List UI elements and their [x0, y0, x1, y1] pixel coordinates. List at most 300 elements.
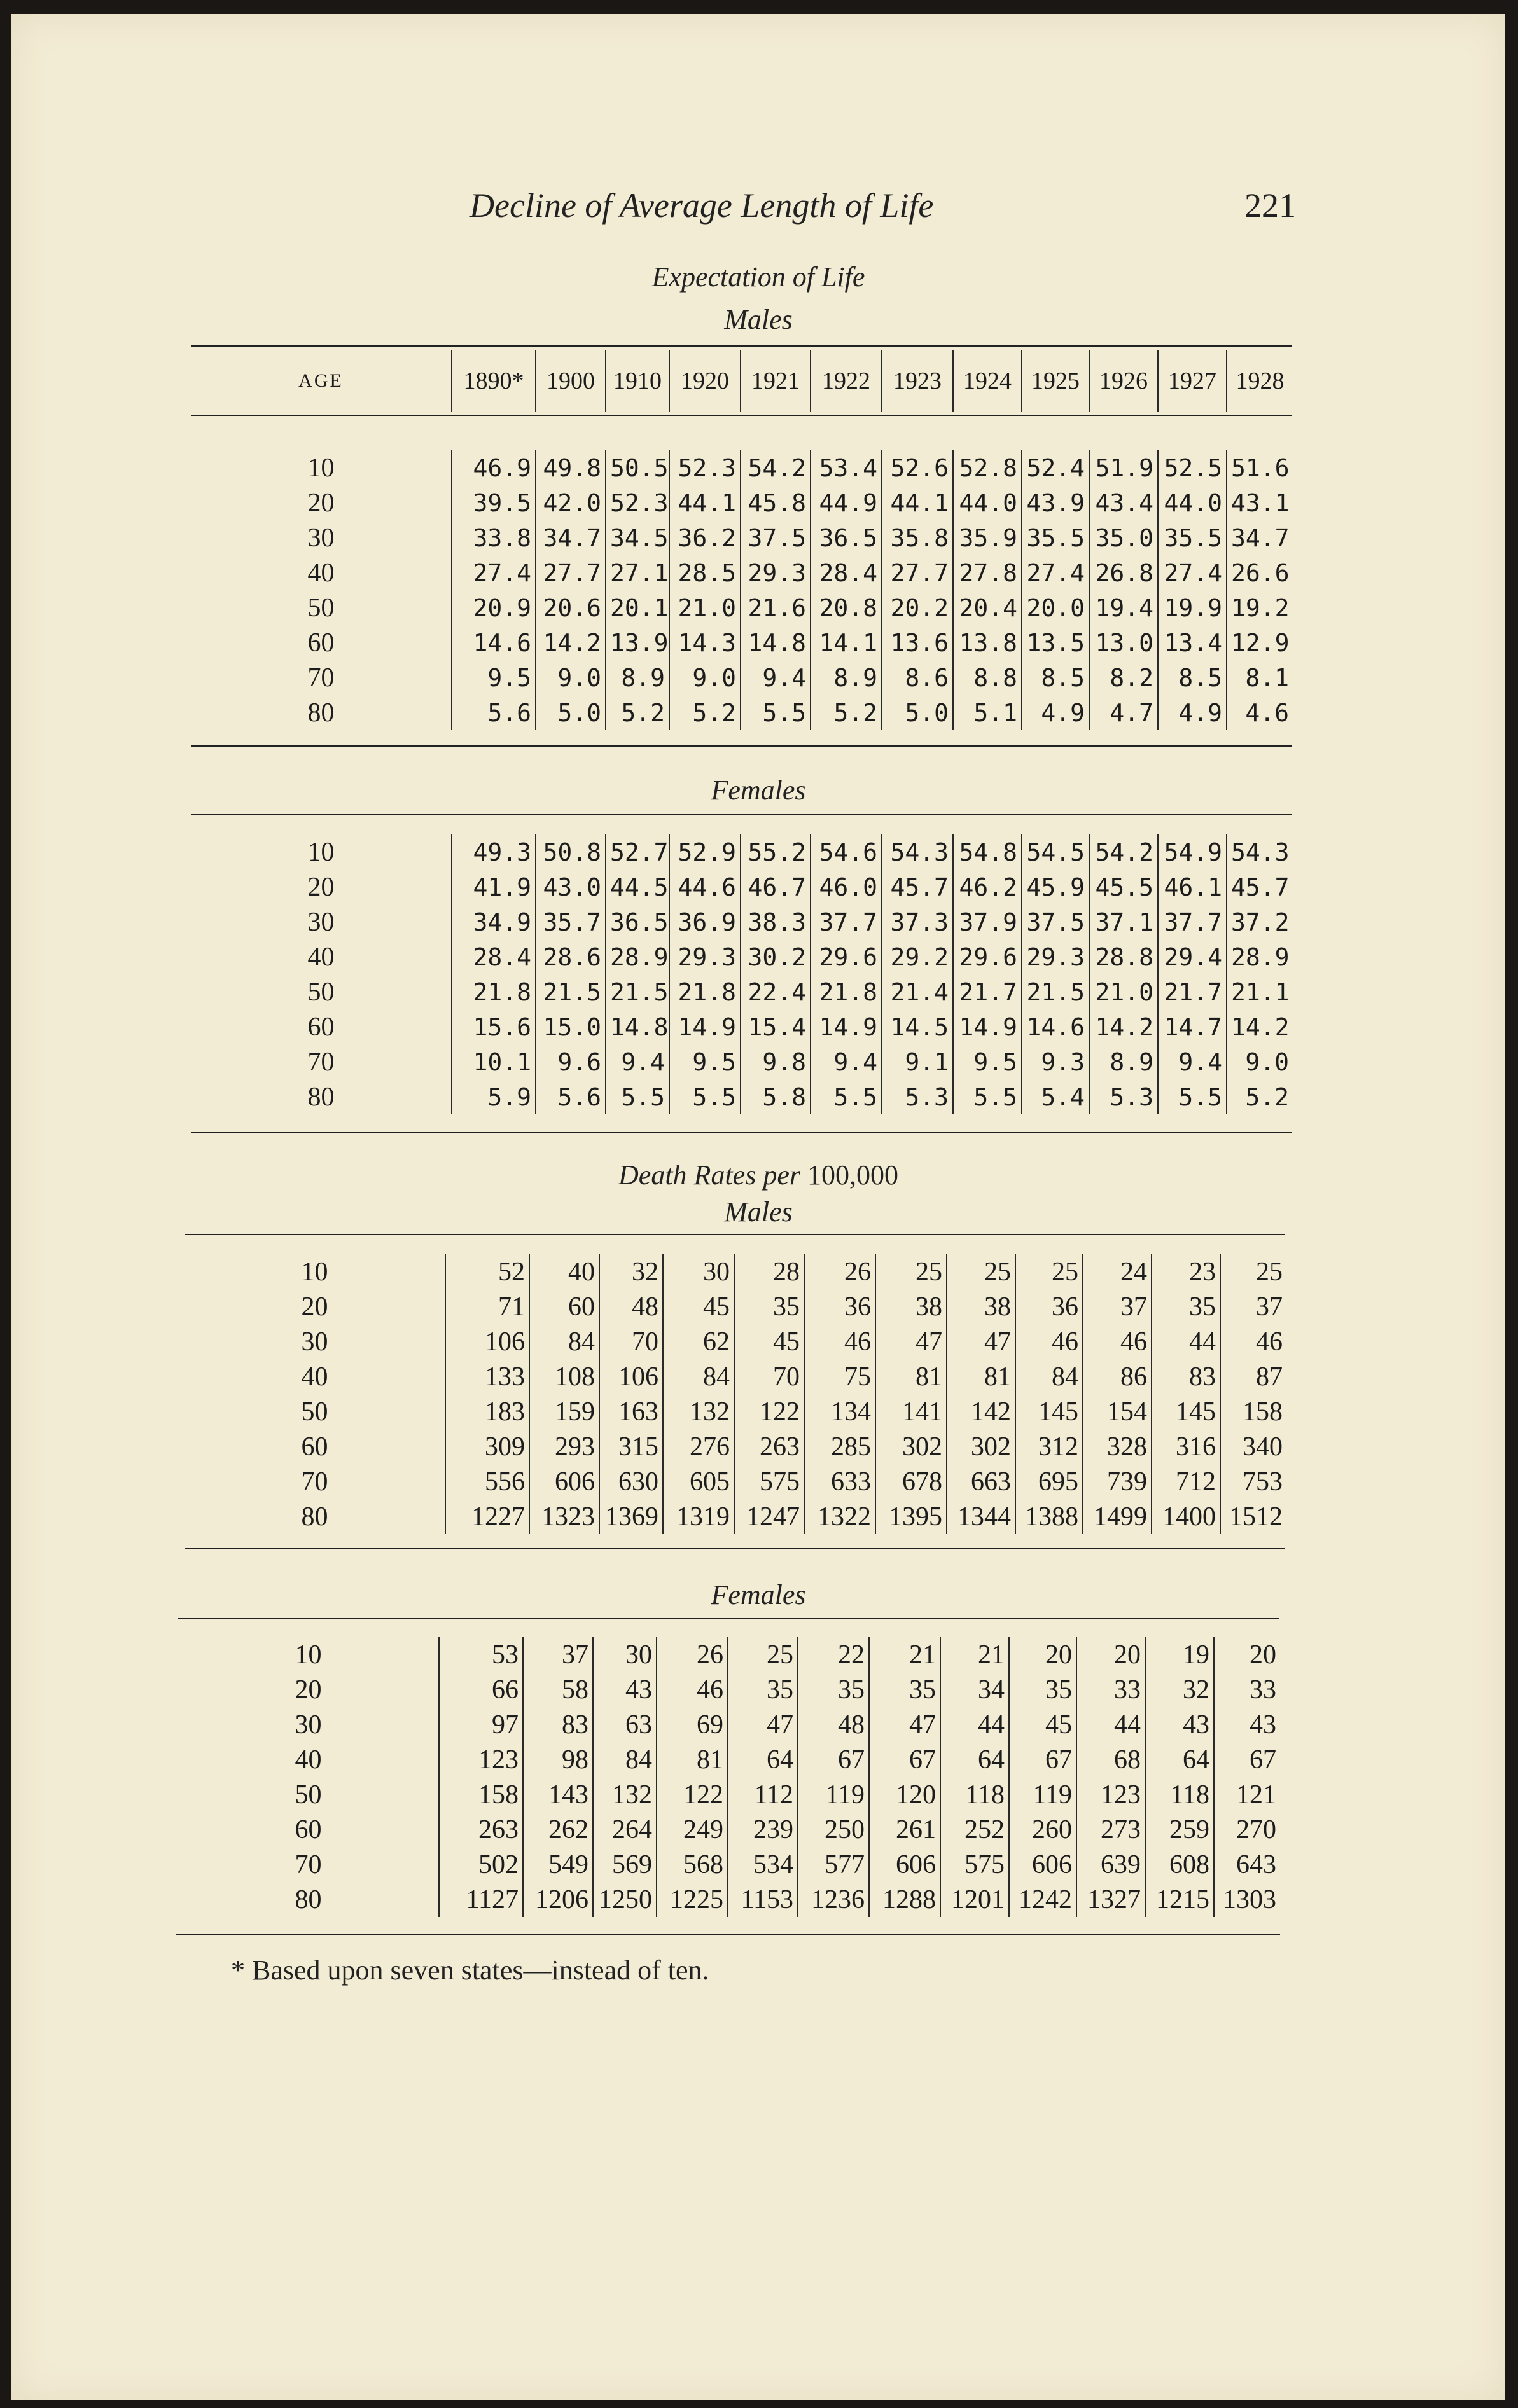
expectation-females-cell: 45.7 — [1227, 869, 1293, 904]
death-rate-males-cell: 84 — [529, 1324, 599, 1359]
expectation-females-row — [191, 1009, 1293, 1044]
expectation-females-cell: 54.8 — [953, 834, 1022, 869]
death-rate-females-cell: 64 — [728, 1742, 798, 1777]
death-rate-males-cell: 36 — [1015, 1289, 1083, 1324]
expectation-females-cell: 9.8 — [741, 1044, 811, 1079]
death-rate-females-cell: 45 — [1009, 1707, 1076, 1742]
death-rate-females-cell: 121 — [1214, 1777, 1280, 1812]
death-rate-males-cell: 36 — [804, 1289, 875, 1324]
death-rate-males-cell: 106 — [599, 1359, 663, 1394]
death-rate-males-cell: 38 — [875, 1289, 947, 1324]
expectation-females-cell: 21.7 — [953, 974, 1022, 1009]
expectation-females-cell: 41.9 — [452, 869, 536, 904]
expectation-males-cell: 21.6 — [741, 590, 811, 625]
death-rate-males-cell: 35 — [734, 1289, 804, 1324]
death-rate-females-cell: 33 — [1214, 1672, 1280, 1707]
expectation-females-cell: 54.3 — [882, 834, 953, 869]
expectation-females-cell: 28.4 — [452, 939, 536, 974]
death-rate-females-cell: 143 — [523, 1777, 593, 1812]
expectation-males-cell: 8.6 — [882, 660, 953, 695]
expectation-males-cell: 4.7 — [1089, 695, 1158, 730]
year-header: 1924 — [953, 350, 1022, 412]
age-cell: 80 — [295, 1885, 322, 1914]
death-rate-females-cell: 123 — [1076, 1777, 1145, 1812]
expectation-males-cell: 21.0 — [669, 590, 741, 625]
expectation-females-cell: 9.4 — [606, 1044, 669, 1079]
expectation-males-row — [191, 625, 1293, 660]
expectation-females-cell: 44.5 — [606, 869, 669, 904]
death-rate-males-cell: 70 — [734, 1359, 804, 1394]
expectation-females-cell: 44.6 — [669, 869, 741, 904]
top-rule — [191, 345, 1292, 347]
expectation-females-cell: 45.7 — [882, 869, 953, 904]
death-rate-males-cell: 83 — [1152, 1359, 1220, 1394]
expectation-females-cell: 21.4 — [882, 974, 953, 1009]
expectation-females-table — [191, 834, 1293, 1114]
death-rate-males-cell: 37 — [1220, 1289, 1286, 1324]
death-rate-females-cell: 64 — [940, 1742, 1009, 1777]
expectation-males-cell: 8.8 — [953, 660, 1022, 695]
expectation-females-cell: 35.7 — [536, 904, 606, 939]
running-title: Decline of Average Length of Life — [470, 186, 934, 225]
death-rate-females-cell: 43 — [1145, 1707, 1214, 1742]
death-rate-females-cell: 263 — [439, 1812, 523, 1847]
death-rate-females-cell: 643 — [1214, 1847, 1280, 1882]
death-rate-females-cell: 575 — [940, 1847, 1009, 1882]
death-rate-males-cell: 25 — [1220, 1254, 1286, 1289]
expectation-females-cell: 29.3 — [669, 939, 741, 974]
expectation-males-cell: 53.4 — [811, 450, 882, 485]
death-rate-females-cell: 35 — [728, 1672, 798, 1707]
age-cell: 70 — [301, 1467, 328, 1497]
expectation-females-cell: 5.9 — [452, 1079, 536, 1114]
year-header: 1910 — [606, 350, 669, 412]
caption-expectation-of-life: Expectation of Life — [651, 261, 865, 293]
death-rate-females-cell: 67 — [1214, 1742, 1280, 1777]
death-rate-males-cell: 739 — [1083, 1464, 1152, 1499]
death-rate-males-cell: 60 — [529, 1289, 599, 1324]
death-rate-males-cell: 154 — [1083, 1394, 1152, 1429]
expectation-males-row — [191, 555, 1293, 590]
expectation-males-cell: 44.0 — [1158, 485, 1227, 520]
expectation-males-cell: 27.4 — [452, 555, 536, 590]
expectation-males-cell: 13.5 — [1022, 625, 1089, 660]
death-rate-males-cell: 75 — [804, 1359, 875, 1394]
death-rate-males-cell: 163 — [599, 1394, 663, 1429]
death-rate-males-cell: 630 — [599, 1464, 663, 1499]
death-rate-females-cell: 37 — [523, 1637, 593, 1672]
header-row — [191, 350, 1293, 412]
expectation-males-cell: 52.8 — [953, 450, 1022, 485]
age-cell: 20 — [307, 488, 335, 518]
caption-males-expectation: Males — [724, 304, 793, 335]
expectation-males-cell: 9.4 — [741, 660, 811, 695]
death-rate-females-cell: 1127 — [439, 1882, 523, 1917]
death-rate-males-cell: 46 — [804, 1324, 875, 1359]
death-rate-females-cell: 577 — [798, 1847, 869, 1882]
expectation-males-row — [191, 485, 1293, 520]
expectation-females-cell: 45.5 — [1089, 869, 1158, 904]
expectation-females-cell: 28.9 — [606, 939, 669, 974]
age-cell: 20 — [307, 872, 335, 902]
death-rate-females-row — [178, 1812, 1280, 1847]
death-rate-females-cell: 25 — [728, 1637, 798, 1672]
death-rate-males-cell: 86 — [1083, 1359, 1152, 1394]
death-rate-males-cell: 605 — [663, 1464, 734, 1499]
expectation-males-row — [191, 660, 1293, 695]
expectation-females-cell: 8.9 — [1089, 1044, 1158, 1079]
death-rate-females-cell: 64 — [1145, 1742, 1214, 1777]
expectation-males-cell: 20.4 — [953, 590, 1022, 625]
death-rate-females-cell: 67 — [869, 1742, 940, 1777]
death-rate-males-cell: 40 — [529, 1254, 599, 1289]
expectation-males-cell: 34.7 — [1227, 520, 1293, 555]
expectation-females-cell: 14.2 — [1227, 1009, 1293, 1044]
age-cell: 40 — [295, 1745, 322, 1775]
death-rate-females-cell: 43 — [1214, 1707, 1280, 1742]
expectation-females-cell: 9.4 — [811, 1044, 882, 1079]
death-rates-females-table — [178, 1637, 1280, 1917]
year-header: 1920 — [669, 350, 741, 412]
expectation-females-cell: 15.0 — [536, 1009, 606, 1044]
death-rate-males-row — [185, 1254, 1286, 1289]
expectation-females-cell: 5.3 — [1089, 1079, 1158, 1114]
expectation-males-cell: 35.9 — [953, 520, 1022, 555]
death-rate-males-cell: 134 — [804, 1394, 875, 1429]
expectation-females-cell: 54.5 — [1022, 834, 1089, 869]
death-rate-males-cell: 309 — [445, 1429, 529, 1464]
death-rate-females-cell: 1288 — [869, 1882, 940, 1917]
expectation-females-row — [191, 869, 1293, 904]
expectation-males-cell: 13.8 — [953, 625, 1022, 660]
expectation-males-cell: 28.5 — [669, 555, 741, 590]
death-rate-males-cell: 1322 — [804, 1499, 875, 1534]
expectation-males-cell: 44.9 — [811, 485, 882, 520]
death-males-bottom-rule — [185, 1548, 1285, 1549]
death-rate-males-cell: 48 — [599, 1289, 663, 1324]
death-rate-males-cell: 285 — [804, 1429, 875, 1464]
age-cell: 60 — [295, 1815, 322, 1844]
expectation-males-cell: 44.1 — [882, 485, 953, 520]
death-rate-females-cell: 239 — [728, 1812, 798, 1847]
death-rate-males-cell: 1499 — [1083, 1499, 1152, 1534]
expectation-males-cell: 52.5 — [1158, 450, 1227, 485]
death-rate-males-cell: 575 — [734, 1464, 804, 1499]
death-rate-males-row — [185, 1499, 1286, 1534]
expectation-females-cell: 21.1 — [1227, 974, 1293, 1009]
death-rate-males-cell: 312 — [1015, 1429, 1083, 1464]
death-rate-females-cell: 97 — [439, 1707, 523, 1742]
expectation-males-row — [191, 520, 1293, 555]
death-rate-females-row — [178, 1847, 1280, 1882]
expectation-males-table — [191, 450, 1293, 730]
death-males-top-rule — [185, 1234, 1285, 1235]
death-rate-females-cell: 119 — [798, 1777, 869, 1812]
expectation-males-cell: 5.2 — [606, 695, 669, 730]
expectation-males-cell: 9.0 — [669, 660, 741, 695]
expectation-females-row — [191, 974, 1293, 1009]
expectation-females-cell: 28.6 — [536, 939, 606, 974]
expectation-females-cell: 46.2 — [953, 869, 1022, 904]
death-rate-females-cell: 67 — [798, 1742, 869, 1777]
death-rate-females-cell: 261 — [869, 1812, 940, 1847]
expectation-males-cell: 43.9 — [1022, 485, 1089, 520]
expectation-females-cell: 21.0 — [1089, 974, 1158, 1009]
expectation-males-cell: 36.2 — [669, 520, 741, 555]
age-cell: 70 — [307, 663, 335, 693]
year-header: 1927 — [1158, 350, 1227, 412]
expectation-females-cell: 14.7 — [1158, 1009, 1227, 1044]
death-rate-females-cell: 264 — [593, 1812, 657, 1847]
expectation-males-cell: 52.4 — [1022, 450, 1089, 485]
expectation-females-cell: 22.4 — [741, 974, 811, 1009]
age-cell: 10 — [307, 453, 335, 483]
year-header: 1900 — [536, 350, 606, 412]
death-rate-females-cell: 35 — [798, 1672, 869, 1707]
expectation-males-cell: 5.6 — [452, 695, 536, 730]
death-rate-females-cell: 35 — [1009, 1672, 1076, 1707]
expectation-males-cell: 27.1 — [606, 555, 669, 590]
death-rate-males-cell: 1319 — [663, 1499, 734, 1534]
death-rate-females-cell: 502 — [439, 1847, 523, 1882]
expectation-males-cell: 52.6 — [882, 450, 953, 485]
death-rate-males-cell: 30 — [663, 1254, 734, 1289]
caption-females-expectation: Females — [711, 775, 806, 806]
expectation-females-cell: 28.8 — [1089, 939, 1158, 974]
age-cell: 40 — [307, 558, 335, 588]
expectation-males-cell: 36.5 — [811, 520, 882, 555]
death-rates-males-table — [185, 1254, 1286, 1534]
expectation-females-cell: 45.9 — [1022, 869, 1089, 904]
death-rate-males-cell: 46 — [1083, 1324, 1152, 1359]
year-header: 1925 — [1022, 350, 1089, 412]
death-rate-females-cell: 19 — [1145, 1637, 1214, 1672]
death-rate-females-cell: 122 — [657, 1777, 728, 1812]
death-rate-females-cell: 249 — [657, 1812, 728, 1847]
death-rate-males-cell: 606 — [529, 1464, 599, 1499]
death-rate-males-cell: 23 — [1152, 1254, 1220, 1289]
death-rate-males-cell: 158 — [1220, 1394, 1286, 1429]
death-rate-males-cell: 141 — [875, 1394, 947, 1429]
expectation-females-cell: 9.5 — [953, 1044, 1022, 1079]
death-rate-females-cell: 69 — [657, 1707, 728, 1742]
expectation-females-cell: 21.7 — [1158, 974, 1227, 1009]
expectation-females-cell: 29.4 — [1158, 939, 1227, 974]
death-rate-males-cell: 122 — [734, 1394, 804, 1429]
expectation-males-cell: 44.0 — [953, 485, 1022, 520]
death-rate-females-cell: 44 — [940, 1707, 1009, 1742]
death-rate-females-cell: 270 — [1214, 1812, 1280, 1847]
year-header: 1923 — [882, 350, 953, 412]
expectation-females-cell: 21.5 — [1022, 974, 1089, 1009]
expectation-males-cell: 35.0 — [1089, 520, 1158, 555]
death-rate-females-cell: 98 — [523, 1742, 593, 1777]
expectation-females-cell: 5.5 — [811, 1079, 882, 1114]
expectation-males-cell: 8.9 — [606, 660, 669, 695]
death-rate-females-cell: 549 — [523, 1847, 593, 1882]
death-rate-males-cell: 37 — [1083, 1289, 1152, 1324]
age-cell: 30 — [295, 1710, 322, 1740]
death-rate-females-cell: 33 — [1076, 1672, 1145, 1707]
expectation-males-cell: 5.1 — [953, 695, 1022, 730]
expectation-females-cell: 37.7 — [1158, 904, 1227, 939]
death-rate-females-cell: 67 — [1009, 1742, 1076, 1777]
death-rate-males-row — [185, 1429, 1286, 1464]
age-cell: 10 — [301, 1257, 328, 1287]
death-rate-males-cell: 25 — [875, 1254, 947, 1289]
expectation-males-cell: 13.9 — [606, 625, 669, 660]
expectation-males-cell: 28.4 — [811, 555, 882, 590]
expectation-males-cell: 5.2 — [811, 695, 882, 730]
expectation-males-cell: 14.3 — [669, 625, 741, 660]
expectation-males-cell: 14.1 — [811, 625, 882, 660]
expectation-males-row — [191, 450, 1293, 485]
expectation-females-cell: 9.1 — [882, 1044, 953, 1079]
expectation-males-cell: 20.8 — [811, 590, 882, 625]
expectation-males-cell: 27.8 — [953, 555, 1022, 590]
expectation-females-cell: 14.9 — [811, 1009, 882, 1044]
death-rate-females-cell: 1327 — [1076, 1882, 1145, 1917]
expectation-females-cell: 54.6 — [811, 834, 882, 869]
expectation-females-cell: 5.3 — [882, 1079, 953, 1114]
death-rate-females-cell: 568 — [657, 1847, 728, 1882]
expectation-males-cell: 13.4 — [1158, 625, 1227, 660]
death-rate-males-cell: 133 — [445, 1359, 529, 1394]
expectation-females-cell: 9.3 — [1022, 1044, 1089, 1079]
expectation-females-cell: 5.5 — [606, 1079, 669, 1114]
expectation-males-cell: 4.6 — [1227, 695, 1293, 730]
running-head — [11, 186, 1505, 230]
death-rate-males-cell: 44 — [1152, 1324, 1220, 1359]
death-rate-males-cell: 84 — [663, 1359, 734, 1394]
expectation-females-bottom-rule — [191, 1132, 1292, 1133]
expectation-males-cell: 42.0 — [536, 485, 606, 520]
expectation-females-top-rule — [191, 814, 1292, 815]
expectation-males-cell: 54.2 — [741, 450, 811, 485]
expectation-females-row — [191, 939, 1293, 974]
death-rate-females-cell: 81 — [657, 1742, 728, 1777]
expectation-females-cell: 38.3 — [741, 904, 811, 939]
death-rate-males-cell: 302 — [947, 1429, 1015, 1464]
death-rate-females-cell: 32 — [1145, 1672, 1214, 1707]
death-rate-females-cell: 47 — [728, 1707, 798, 1742]
death-rate-males-cell: 52 — [445, 1254, 529, 1289]
expectation-females-cell: 14.2 — [1089, 1009, 1158, 1044]
death-rate-males-cell: 46 — [1015, 1324, 1083, 1359]
expectation-females-cell: 29.6 — [811, 939, 882, 974]
death-rate-males-cell: 81 — [947, 1359, 1015, 1394]
age-cell: 60 — [307, 1012, 335, 1042]
death-rate-males-cell: 45 — [663, 1289, 734, 1324]
death-rate-females-cell: 22 — [798, 1637, 869, 1672]
expectation-females-cell: 52.9 — [669, 834, 741, 869]
death-rate-females-cell: 20 — [1076, 1637, 1145, 1672]
age-cell: 10 — [295, 1640, 322, 1670]
death-rate-females-row — [178, 1672, 1280, 1707]
expectation-males-cell: 4.9 — [1158, 695, 1227, 730]
expectation-females-cell: 50.8 — [536, 834, 606, 869]
expectation-females-cell: 21.5 — [536, 974, 606, 1009]
expectation-females-cell: 29.2 — [882, 939, 953, 974]
death-rate-males-cell: 46 — [1220, 1324, 1286, 1359]
age-cell: 60 — [301, 1432, 328, 1462]
expectation-males-cell: 50.5 — [606, 450, 669, 485]
expectation-males-cell: 27.4 — [1158, 555, 1227, 590]
expectation-males-row — [191, 695, 1293, 730]
expectation-males-cell: 12.9 — [1227, 625, 1293, 660]
death-rate-males-cell: 263 — [734, 1429, 804, 1464]
death-rate-females-cell: 44 — [1076, 1707, 1145, 1742]
age-cell: 20 — [295, 1675, 322, 1705]
expectation-males-cell: 45.8 — [741, 485, 811, 520]
expectation-males-cell: 8.5 — [1022, 660, 1089, 695]
death-rate-males-cell: 70 — [599, 1324, 663, 1359]
death-rate-males-cell: 47 — [947, 1324, 1015, 1359]
expectation-males-cell: 5.5 — [741, 695, 811, 730]
death-rate-females-cell: 119 — [1009, 1777, 1076, 1812]
caption-females-death-rates: Females — [711, 1579, 806, 1610]
expectation-females-cell: 5.5 — [1158, 1079, 1227, 1114]
expectation-males-cell: 5.0 — [882, 695, 953, 730]
death-rate-females-cell: 158 — [439, 1777, 523, 1812]
expectation-females-cell: 14.5 — [882, 1009, 953, 1044]
expectation-females-cell: 10.1 — [452, 1044, 536, 1079]
expectation-males-cell: 20.0 — [1022, 590, 1089, 625]
expectation-males-cell: 4.9 — [1022, 695, 1089, 730]
death-rate-females-cell: 250 — [798, 1812, 869, 1847]
expectation-females-cell: 37.2 — [1227, 904, 1293, 939]
death-rate-males-cell: 340 — [1220, 1429, 1286, 1464]
expectation-females-cell: 55.2 — [741, 834, 811, 869]
expectation-males-cell: 46.9 — [452, 450, 536, 485]
death-rate-females-row — [178, 1777, 1280, 1812]
death-rate-females-cell: 20 — [1009, 1637, 1076, 1672]
death-rate-females-cell: 260 — [1009, 1812, 1076, 1847]
expectation-males-cell: 20.1 — [606, 590, 669, 625]
expectation-females-cell: 54.9 — [1158, 834, 1227, 869]
death-rate-males-cell: 62 — [663, 1324, 734, 1359]
footnote: * Based upon seven states—instead of ten. — [231, 1955, 709, 1986]
header-rule — [191, 415, 1292, 416]
expectation-females-cell: 36.5 — [606, 904, 669, 939]
caption-males-death-rates: Males — [724, 1196, 793, 1228]
expectation-females-cell: 21.8 — [669, 974, 741, 1009]
expectation-males-cell: 27.7 — [882, 555, 953, 590]
expectation-females-cell: 43.0 — [536, 869, 606, 904]
death-rate-females-cell: 34 — [940, 1672, 1009, 1707]
age-column-header: AGE — [298, 370, 344, 391]
expectation-females-row — [191, 1044, 1293, 1079]
death-rate-females-cell: 252 — [940, 1812, 1009, 1847]
death-rate-males-cell: 678 — [875, 1464, 947, 1499]
expectation-females-cell: 14.9 — [953, 1009, 1022, 1044]
page-number: 221 — [1244, 186, 1296, 225]
death-rate-females-cell: 83 — [523, 1707, 593, 1742]
expectation-females-cell: 15.4 — [741, 1009, 811, 1044]
death-rate-females-cell: 1206 — [523, 1882, 593, 1917]
expectation-males-cell: 34.7 — [536, 520, 606, 555]
death-rate-males-cell: 24 — [1083, 1254, 1152, 1289]
death-rate-females-cell: 606 — [1009, 1847, 1076, 1882]
death-rate-males-cell: 1369 — [599, 1499, 663, 1534]
expectation-males-cell: 51.6 — [1227, 450, 1293, 485]
expectation-males-cell: 26.8 — [1089, 555, 1158, 590]
death-rate-males-cell: 106 — [445, 1324, 529, 1359]
death-rate-males-cell: 38 — [947, 1289, 1015, 1324]
expectation-males-cell: 27.7 — [536, 555, 606, 590]
death-rate-females-cell: 66 — [439, 1672, 523, 1707]
death-rate-males-cell: 712 — [1152, 1464, 1220, 1499]
